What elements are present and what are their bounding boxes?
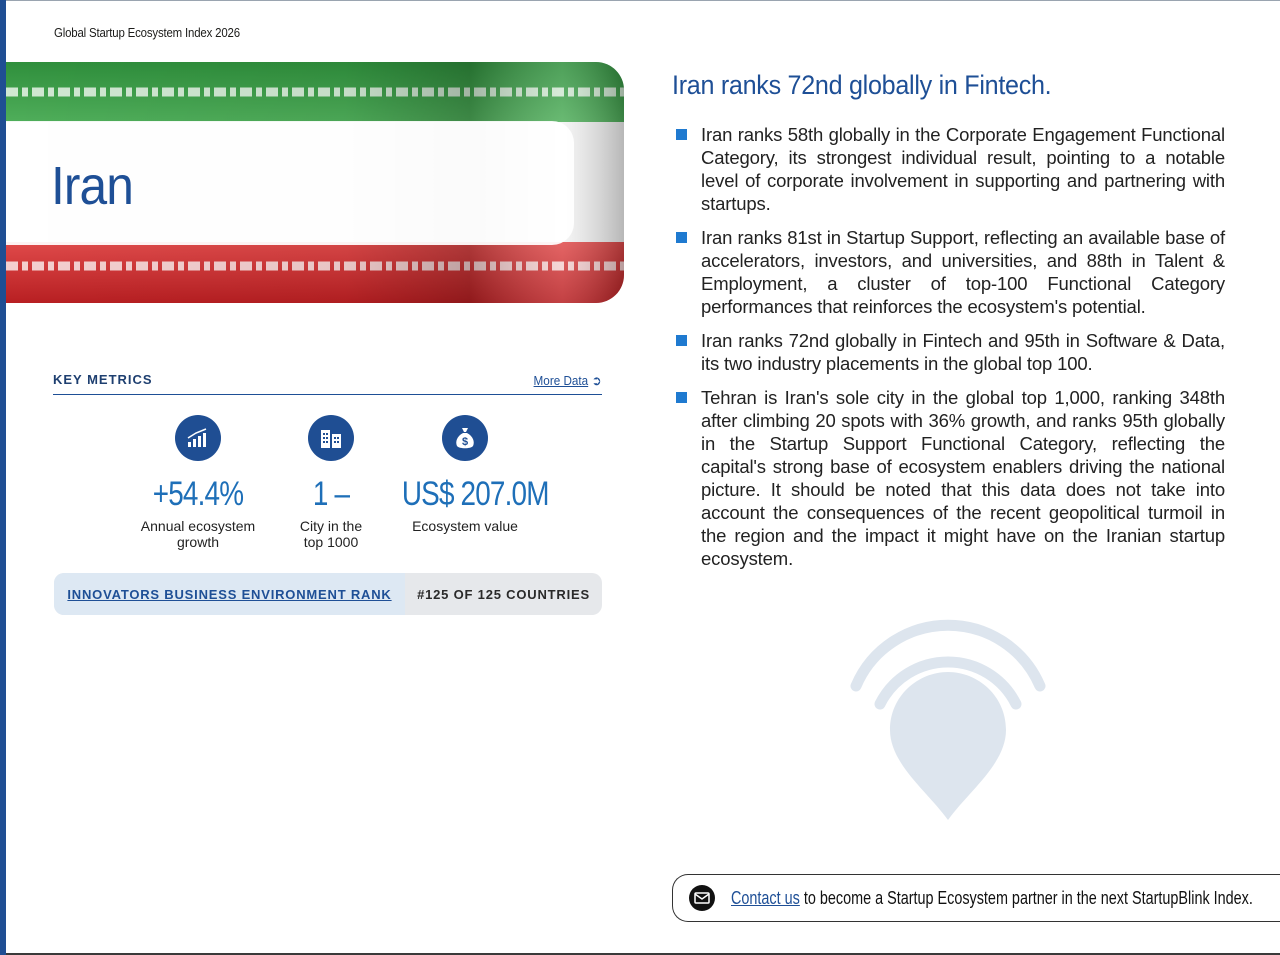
square-bullet-icon xyxy=(676,335,687,346)
more-data-label: More Data xyxy=(533,373,589,388)
metric-value: 1 – xyxy=(312,475,350,513)
key-metrics-label: KEY METRICS xyxy=(53,372,153,387)
svg-text:$: $ xyxy=(461,436,469,448)
growth-chart-icon xyxy=(175,415,221,461)
rank-value: #125 OF 125 COUNTRIES xyxy=(417,586,590,602)
metric-value: US$ 207.0M xyxy=(401,475,549,513)
metric-value: +54.4% xyxy=(152,475,244,513)
highlights-list xyxy=(676,123,1225,581)
metric-description xyxy=(138,518,258,550)
square-bullet-icon xyxy=(676,232,687,243)
buildings-icon xyxy=(308,415,354,461)
contact-text xyxy=(731,888,1253,909)
more-data-link[interactable] xyxy=(534,373,602,389)
country-name: Iran xyxy=(51,156,133,216)
list-item-text: Iran ranks 58th globally in the Corporate Engagement Functional Category, its strongest individual result, pointing to a notable level of corporate involvement in supporting and partnering with startups. xyxy=(701,124,1225,214)
metric-desc-line: growth xyxy=(176,534,220,550)
contact-message: to become a Startup Ecosystem partner in the next StartupBlink Index. xyxy=(799,888,1253,908)
arrow-right-icon: ➲ xyxy=(592,373,602,388)
headline: Iran ranks 72nd globally in Fintech. xyxy=(672,70,1052,100)
list-item xyxy=(676,329,1225,375)
list-item-text: Tehran is Iran's sole city in the global top 1,000, ranking 348th after climbing 20 spots with 36% growth, and ranks 95th globally in the Startup Support Functional Category, reflecting the capital's strong base of ecosystem enablers driving the national picture. It should be noted that this data does not take into account the consequences of the recent geopolitical turmoil in the region and the impact it might have on the Iranian startup ecosystem. xyxy=(701,387,1225,569)
metric-description xyxy=(282,518,380,550)
metric-desc-line: City in the xyxy=(299,518,363,534)
list-item xyxy=(676,226,1225,318)
key-metrics-header xyxy=(53,372,602,395)
metric-desc-line: top 1000 xyxy=(303,534,359,550)
list-item xyxy=(676,386,1225,570)
list-item xyxy=(676,123,1225,215)
report-title: Global Startup Ecosystem Index 2026 xyxy=(54,25,240,40)
envelope-icon xyxy=(689,885,715,911)
location-pin-icon xyxy=(848,606,1048,831)
metric-growth xyxy=(138,415,258,550)
metric-desc-line: Annual ecosystem xyxy=(140,518,256,534)
rank-label-link[interactable]: INNOVATORS BUSINESS ENVIRONMENT RANK xyxy=(54,573,405,615)
list-item-text: Iran ranks 72nd globally in Fintech and 95th in Software & Data, its two industry placements in the global top 100. xyxy=(701,330,1225,374)
metric-description xyxy=(388,518,542,534)
metric-cities xyxy=(282,415,380,550)
metric-desc-line: Ecosystem value xyxy=(412,518,518,534)
square-bullet-icon xyxy=(676,392,687,403)
business-environment-rank xyxy=(54,573,602,615)
top-border xyxy=(6,0,1280,1)
metric-value-ecosystem xyxy=(388,415,549,534)
square-bullet-icon xyxy=(676,129,687,140)
contact-us-link[interactable]: Contact us xyxy=(731,888,800,908)
list-item-text: Iran ranks 81st in Startup Support, reflecting an available base of accelerators, investors, and universities, and 88th in Talent & Employment, a cluster of top-100 Functional Category performances that reinforces the ecosystem's potential. xyxy=(701,227,1225,317)
contact-banner xyxy=(672,874,1280,922)
money-bag-icon xyxy=(442,415,488,461)
